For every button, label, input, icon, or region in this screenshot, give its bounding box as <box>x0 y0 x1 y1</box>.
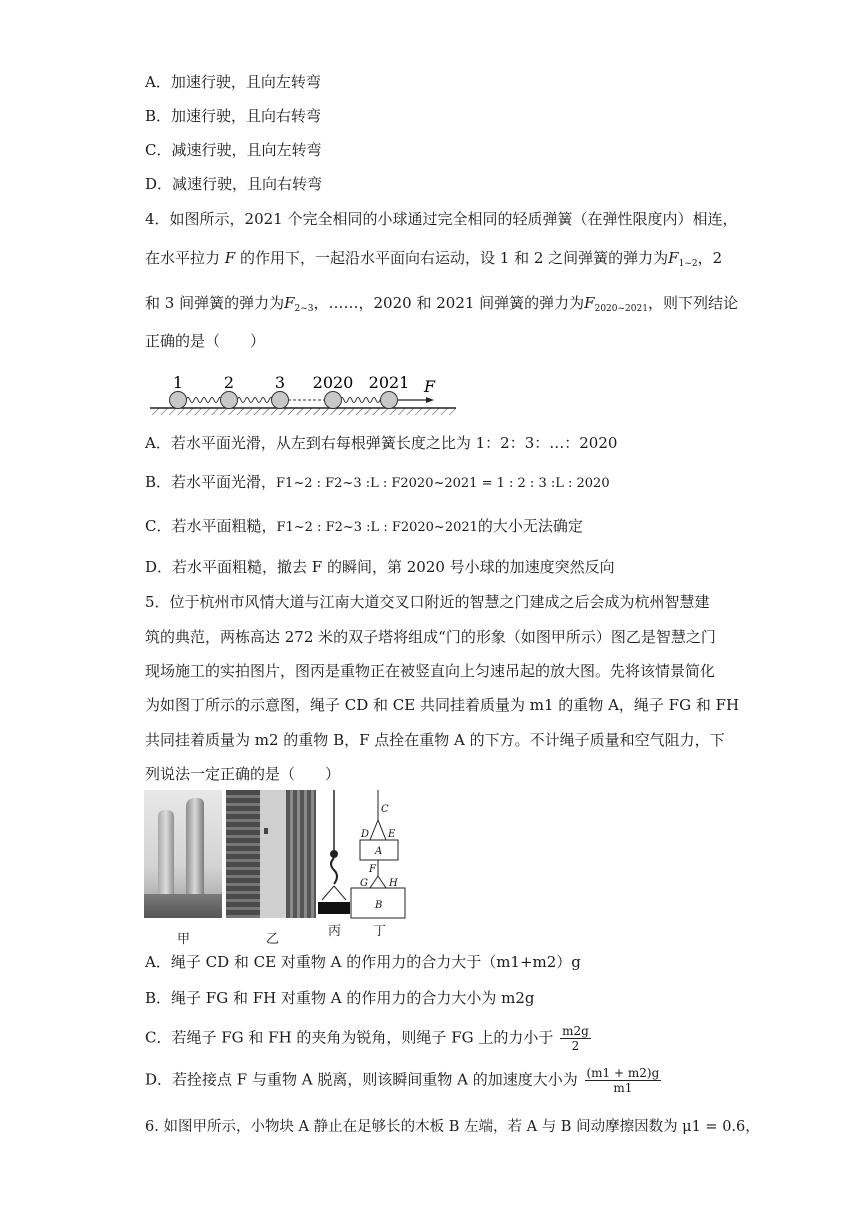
diagram-label: E <box>388 829 396 840</box>
spring-balls-figure <box>148 368 460 418</box>
caption-ding: 丁 <box>373 924 387 939</box>
diagram-label: A <box>375 846 383 857</box>
q4-option-c: C．若水平面粗糙，F1~2 : F2~3 :L : F2020~2021的大小无法确定 <box>145 517 583 535</box>
q5-text-line: 共同挂着质量为 m2 的重物 B，F 点拴在重物 A 的下方。不计绳子质量和空气阻力，下 <box>145 731 725 749</box>
q3-option-b: B．加速行驶，且向右转弯 <box>145 107 322 125</box>
force-label: F <box>424 377 436 396</box>
q4-line-2: 在水平拉力 F 的作用下，一起沿水平面向右运动，设 1 和 2 之间弹簧的弹力为$F_{1\sim 2}$，2 <box>145 249 723 269</box>
q5-option-d: D．若拴接点 F 与重物 A 脱离，则该瞬间重物 A 的加速度大小为 $\frac{(m1 + m2)g}{m1}$ <box>145 1066 660 1095</box>
fraction: $\frac{(m1 + m2)g}{m1}$ <box>586 1066 660 1095</box>
q5-text-line: 列说法一定正确的是（ ） <box>145 765 341 783</box>
q5-option-b: B．绳子 FG 和 FH 对重物 A 的作用力的合力大小为 m2g <box>145 989 535 1007</box>
q5-text-line: 5．位于杭州市风情大道与江南大道交叉口附近的智慧之门建成之后会成为杭州智慧建 <box>145 593 710 611</box>
ball-label: 1 <box>172 373 184 392</box>
q5-option-a: A．绳子 CD 和 CE 对重物 A 的作用力的合力大于（m1+m2）g <box>145 953 581 971</box>
ball-label: 2020 <box>312 373 354 392</box>
diagram-label: B <box>375 900 383 911</box>
q4-option-b: B．若水平面光滑，F1~2 : F2~3 :L : F2020~2021 = 1 : 2 : 3 :L : 2020 <box>145 473 610 491</box>
q6-line-1: 6. 如图甲所示，小物块 A 静止在足够长的木板 B 左端，若 A 与 B 间动摩擦因数为 μ1 = 0.6， <box>145 1119 760 1135</box>
ball-label: 2 <box>223 373 235 392</box>
diagram-label: C <box>381 804 389 815</box>
q5-option-c: C．若绳子 FG 和 FH 的夹角为锐角，则绳子 FG 上的力小于 $\frac{m2g}{2}$ <box>145 1024 589 1053</box>
caption-yi: 乙 <box>266 932 280 947</box>
q5-text-line: 现场施工的实拍图片，图丙是重物正在被竖直向上匀速吊起的放大图。先将该情景简化 <box>145 662 716 680</box>
ball <box>221 392 238 409</box>
q3-option-c: C．减速行驶，且向左转弯 <box>145 141 322 159</box>
ball <box>170 392 187 409</box>
ball <box>272 392 289 409</box>
q3-option-d: D．减速行驶，且向右转弯 <box>145 175 323 193</box>
q4-option-d: D．若水平面粗糙，撤去 F 的瞬间，第 2020 号小球的加速度突然反向 <box>145 558 615 576</box>
diagram-label: F <box>369 864 376 875</box>
photo-construction-site <box>226 790 316 918</box>
rope-diagram <box>350 790 408 920</box>
q4-line-4: 正确的是（ ） <box>145 332 266 350</box>
q4-option-a: A．若水平面光滑，从左到右每根弹簧长度之比为 1：2：3：…：2020 <box>145 434 618 452</box>
ball-label: 3 <box>274 373 286 392</box>
photo-twin-towers <box>144 790 222 918</box>
ball <box>381 392 398 409</box>
diagram-label: G <box>360 878 368 889</box>
diagram-label: D <box>361 829 370 840</box>
q4-line-3: 和 3 间弹簧的弹力为$F_{2\sim 3}$，……，2020 和 2021 间弹簧的弹力为$F_{2020\sim 2021}$，则下列结论 <box>145 294 738 314</box>
caption-jia: 甲 <box>177 932 191 947</box>
ball <box>325 392 342 409</box>
q3-option-a: A．加速行驶，且向左转弯 <box>145 73 321 91</box>
q4-line-1: 4．如图所示，2021 个完全相同的小球通过完全相同的轻质弹簧（在弹性限度内）相连， <box>145 210 738 228</box>
caption-bing: 丙 <box>328 924 342 939</box>
hook-load-figure <box>318 790 350 918</box>
ball-label: 2021 <box>368 373 410 392</box>
fraction: $\frac{m2g}{2}$ <box>562 1024 589 1053</box>
q5-text-line: 筑的典范，两栋高达 272 米的双子塔将组成“门的形象（如图甲所示）图乙是智慧之门 <box>145 628 716 646</box>
diagram-label: H <box>389 878 398 889</box>
q5-text-line: 为如图丁所示的示意图，绳子 CD 和 CE 共同挂着质量为 m1 的重物 A，绳子 FG 和 FH <box>145 696 740 714</box>
